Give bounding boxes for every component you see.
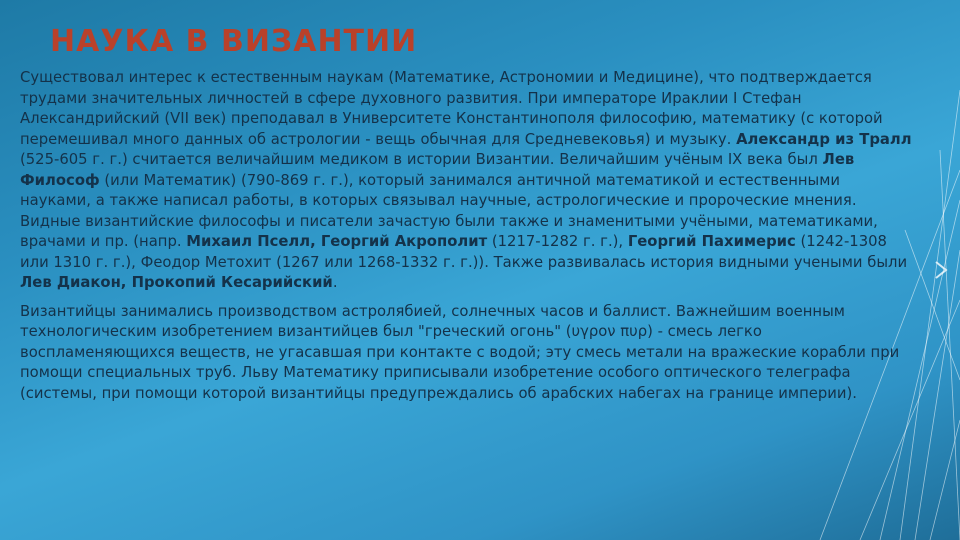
text-run: (525-605 г. г.) считается величайшим медиком в истории Византии. Величайшим учёным IX века был [20,151,823,168]
page-title: НАУКА В ВИЗАНТИИ [50,24,418,59]
bold-name: Лев Философ [20,151,855,189]
text-run: (1217-1282 г. г.), [487,233,628,250]
bold-name: Александр из Тралл [736,130,912,148]
text-run: (1242-1308 или 1310 г. г.), Феодор Метохит (1267 или 1268-1332 г. г.)). Также развивалась история видными учеными были [20,233,908,271]
body-text [20,68,915,412]
bold-name: Георгий Пахимерис [627,233,796,250]
chevron-right-icon [936,262,946,278]
paragraph-1 [20,68,915,294]
text-run: (или Математик) (790-869 г. г.), который занимался античной математикой и естественными науками, а также написал работы, в которых связывал научные, астрологические и пророческие мнения. Видные византийские философы и писатели зачастую были также и знаменитыми учёными, математиками, врачами и пр. (напр. [20,171,878,250]
bold-name: Михаил Пселл, Георгий Акрополит [186,233,488,250]
paragraph-2: Византийцы занимались производством астролябией, солнечных часов и баллист. Важнейшим военным технологическим изобретением византийцев был "греческий огонь" (υγρον πυρ) - смесь легко воспламеняющихся веществ, не угасавшая при контакте с водой; эту смесь метали на вражеские корабли при помощи специальных труб. Льву Математику приписывали изобретение особого оптического телеграфа (системы, при помощи которой византийцы предупреждались об арабских набегах на границе империи). [20,302,900,402]
text-run: . [332,274,338,291]
text-run: Существовал интерес к естественным наукам (Математике, Астрономии и Медицине), что подтверждается трудами значительных личностей в сфере духовного развития. При императоре Ираклии I Стефан Александрийский (VII век) преподавал в Университете Константинополя философию, математику (с которой перемешивал много данных об астрологии - вещь обычная для Средневековья) и музыку. [20,69,883,148]
bold-name: Лев Диакон, Прокопий Кесарийский [20,274,333,291]
